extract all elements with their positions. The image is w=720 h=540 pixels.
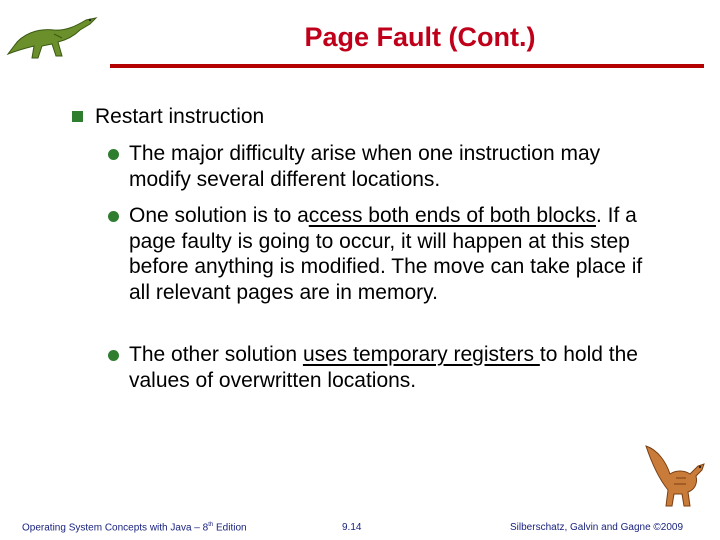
round-bullet-icon bbox=[108, 350, 119, 361]
page-title: Page Fault (Cont.) bbox=[304, 22, 536, 52]
page-number: 9.14 bbox=[342, 522, 362, 533]
main-bullet-text: Restart instruction bbox=[95, 105, 265, 128]
footer-book-title-end: Edition bbox=[213, 522, 247, 534]
sub-bullet-text-start: The other solution bbox=[129, 343, 303, 366]
underlined-phrase: uses temporary registers bbox=[302, 343, 540, 366]
main-bullet bbox=[72, 104, 672, 130]
dinosaur-logo-icon bbox=[4, 12, 100, 64]
sub-bullet-text-end: to hold the values of overwritten locations. bbox=[129, 343, 638, 392]
round-bullet-icon bbox=[108, 211, 119, 222]
footer-book-title-sup: th bbox=[208, 522, 214, 528]
sub-bullet-2 bbox=[108, 203, 648, 305]
sub-bullet-text-end: . If a page faulty is going to occur, it will happen at this step before anything is modified. The move can take place if all relevant pages are in memory. bbox=[129, 204, 643, 304]
sub-bullet-3 bbox=[108, 342, 648, 393]
square-bullet-icon bbox=[72, 111, 83, 122]
title-divider bbox=[110, 64, 704, 68]
sub-bullet-text bbox=[108, 203, 648, 305]
sub-bullet-text bbox=[108, 342, 648, 393]
underlined-phrase: ccess both ends of both blocks bbox=[308, 204, 596, 227]
dinosaur-mascot-icon bbox=[640, 440, 720, 510]
footer-book-title bbox=[22, 522, 247, 533]
footer-book-title-start: Operating System Concepts with Java – 8 bbox=[22, 522, 209, 534]
sub-bullet-text-start: One solution is to a bbox=[129, 204, 309, 227]
sub-bullet-1 bbox=[108, 141, 648, 192]
footer-authors: Silberschatz, Galvin and Gagne ©2009 bbox=[510, 522, 684, 533]
sub-bullet-text: The major difficulty arise when one instruction may modify several different locations. bbox=[129, 142, 601, 191]
round-bullet-icon bbox=[108, 149, 119, 160]
